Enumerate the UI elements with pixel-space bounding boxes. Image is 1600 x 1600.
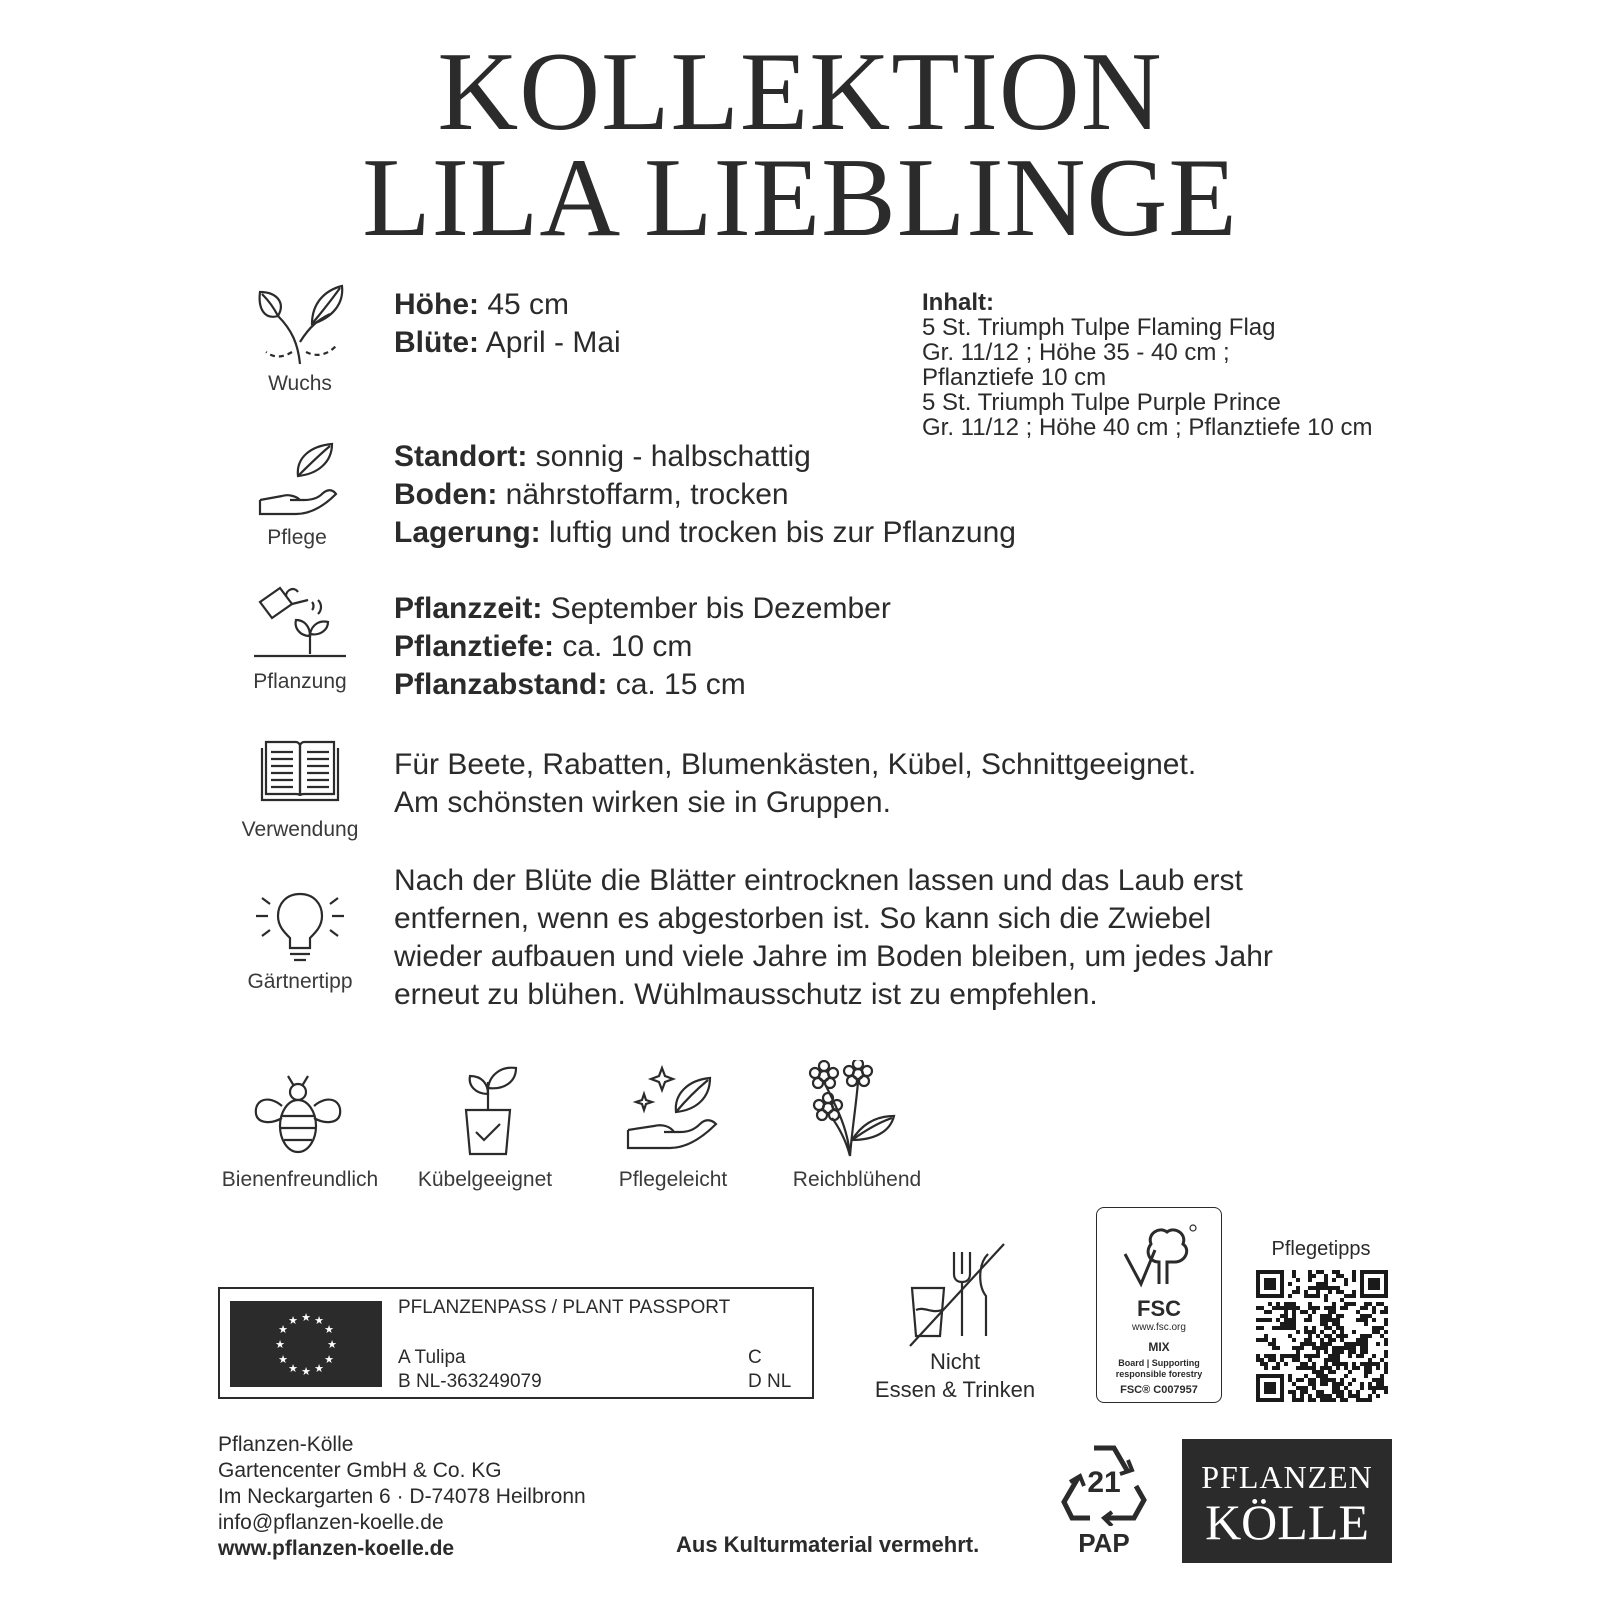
inhalt-line: Pflanztiefe 10 cm	[922, 364, 1107, 391]
fsc-tree-icon	[1119, 1222, 1201, 1294]
inhalt-block	[922, 290, 1372, 440]
address-email[interactable]: info@pflanzen-koelle.de	[218, 1511, 444, 1534]
open-book-icon	[258, 738, 342, 804]
gaertnertipp-label: Gärtnertipp	[247, 970, 353, 993]
svg-text:★: ★	[278, 1323, 288, 1336]
verwendung-line: Am schönsten wirken sie in Gruppen.	[394, 786, 891, 819]
fsc-desc1: Board | Supporting	[1118, 1358, 1200, 1368]
pflege-section-icon-group	[222, 440, 372, 550]
svg-text:★: ★	[314, 1362, 324, 1375]
inhalt-line: Gr. 11/12 ; Höhe 40 cm ; Pflanztiefe 10 cm	[922, 414, 1373, 441]
pflanzung-info	[394, 590, 891, 704]
address-website[interactable]: www.pflanzen-koelle.de	[218, 1537, 455, 1560]
pflanzung-label: Pflanzung	[253, 670, 347, 693]
gaertnertipp-info	[394, 862, 1273, 1014]
svg-text:★: ★	[301, 1311, 311, 1324]
no-consumption-line2: Essen & Trinken	[874, 1377, 1036, 1402]
svg-text:★: ★	[327, 1338, 337, 1351]
brand-logo	[1182, 1439, 1392, 1563]
recycling-code: PAP	[1078, 1528, 1130, 1558]
inhalt-line: Gr. 11/12 ; Höhe 35 - 40 cm ;	[922, 339, 1230, 366]
verwendung-label: Verwendung	[241, 818, 359, 841]
svg-text:★: ★	[324, 1323, 334, 1336]
page-title-line2: LILA LIEBLINGE	[362, 136, 1238, 260]
fsc-mark: FSC	[1137, 1296, 1181, 1321]
svg-text:★: ★	[314, 1314, 324, 1327]
verwendung-info	[394, 746, 1196, 822]
no-eating-drinking-icon	[906, 1240, 1006, 1350]
info-row-lagerung: Lagerung: luftig und trocken bis zur Pflanzung	[394, 516, 1016, 549]
tipp-line: erneut zu blühen. Wühlmausschutz ist zu empfehlen.	[394, 978, 1098, 1011]
info-row-pflanzabstand: Pflanzabstand: ca. 15 cm	[394, 668, 746, 701]
fsc-label	[1096, 1207, 1222, 1403]
info-row-pflanzzeit: Pflanzzeit: September bis Dezember	[394, 592, 891, 625]
tipp-line: wieder aufbauen und viele Jahre im Boden bleiben, um jedes Jahr	[394, 940, 1273, 973]
eu-flag-icon	[230, 1301, 382, 1387]
pflege-label: Pflege	[267, 526, 327, 549]
feature-label-pflegeleicht: Pflegeleicht	[618, 1168, 728, 1191]
info-row-pflanztiefe: Pflanztiefe: ca. 10 cm	[394, 630, 693, 663]
no-consumption-line1: Nicht	[929, 1349, 981, 1374]
recycling-number: 21	[1087, 1466, 1121, 1499]
fsc-desc2: responsible forestry	[1115, 1369, 1203, 1379]
gaertnertipp-section-icon-group	[225, 888, 375, 994]
lightbulb-icon	[252, 888, 348, 964]
fsc-code: FSC® C007957	[1120, 1384, 1198, 1396]
passport-d: D NL	[748, 1371, 792, 1392]
watering-can-icon	[250, 580, 350, 664]
svg-text:★: ★	[301, 1365, 311, 1378]
inhalt-line: 5 St. Triumph Tulpe Purple Prince	[922, 389, 1281, 416]
no-consumption-text	[870, 1348, 1040, 1404]
pflege-info	[394, 438, 1016, 552]
bee-icon	[250, 1072, 346, 1158]
inhalt-line: 5 St. Triumph Tulpe Flaming Flag	[922, 314, 1276, 341]
info-row-standort: Standort: sonnig - halbschattig	[394, 440, 811, 473]
passport-b: B NL-363249079	[398, 1371, 542, 1392]
fsc-mix: MIX	[1148, 1340, 1170, 1354]
svg-text:★: ★	[324, 1353, 334, 1366]
fsc-url: www.fsc.org	[1132, 1322, 1186, 1333]
plant-passport	[218, 1287, 814, 1399]
info-row-hoehe: Höhe: 45 cm	[394, 288, 570, 321]
origin-note: Aus Kulturmaterial vermehrt.	[676, 1532, 980, 1557]
feature-label-kuebelgeeignet: Kübelgeeignet	[417, 1168, 553, 1191]
tipp-line: Nach der Blüte die Blätter eintrocknen lassen und das Laub erst	[394, 864, 1243, 897]
wuchs-label: Wuchs	[268, 372, 332, 395]
svg-text:★: ★	[278, 1353, 288, 1366]
wuchs-section-icon-group	[225, 280, 375, 396]
feature-label-bienenfreundlich: Bienenfreundlich	[221, 1168, 379, 1191]
svg-text:★: ★	[275, 1338, 285, 1351]
address-line: Im Neckargarten 6 · D-74078 Heilbronn	[218, 1485, 586, 1508]
svg-text:★: ★	[288, 1362, 298, 1375]
passport-a: A Tulipa	[398, 1347, 466, 1368]
qr-modules	[1256, 1270, 1388, 1402]
logo-line2: KÖLLE	[1205, 1494, 1369, 1550]
tipp-line: entfernen, wenn es abgestorben ist. So kann sich die Zwiebel	[394, 902, 1212, 935]
hand-leaf-sparkle-icon	[622, 1064, 722, 1154]
sprout-leaves-icon	[252, 280, 348, 366]
pflanzung-section-icon-group	[225, 580, 375, 694]
info-row-bluete: Blüte: April - Mai	[394, 326, 621, 359]
address-line: Pflanzen-Kölle	[218, 1433, 354, 1456]
hand-leaf-icon	[252, 440, 342, 520]
page-title-line1: KOLLEKTION	[437, 30, 1163, 154]
flower-bouquet-icon	[804, 1060, 900, 1160]
verwendung-section-icon-group	[225, 738, 375, 842]
qr-code-icon[interactable]	[1256, 1270, 1388, 1402]
passport-c: C	[748, 1347, 762, 1368]
address-line: Gartencenter GmbH & Co. KG	[218, 1459, 502, 1482]
inhalt-heading: Inhalt:	[922, 289, 994, 316]
company-address	[218, 1432, 586, 1562]
feature-label-reichbluehend: Reichblühend	[792, 1168, 922, 1191]
logo-line1: PFLANZEN	[1201, 1459, 1373, 1495]
potted-plant-check-icon	[440, 1058, 536, 1158]
passport-title: PFLANZENPASS / PLANT PASSPORT	[398, 1297, 731, 1318]
wuchs-info	[394, 286, 621, 362]
verwendung-line: Für Beete, Rabatten, Blumenkästen, Kübel, Schnittgeeignet.	[394, 748, 1197, 781]
eu-stars-icon	[230, 1301, 382, 1387]
qr-label: Pflegetipps	[1271, 1238, 1371, 1260]
info-row-boden: Boden: nährstoffarm, trocken	[394, 478, 789, 511]
svg-text:★: ★	[288, 1314, 298, 1327]
